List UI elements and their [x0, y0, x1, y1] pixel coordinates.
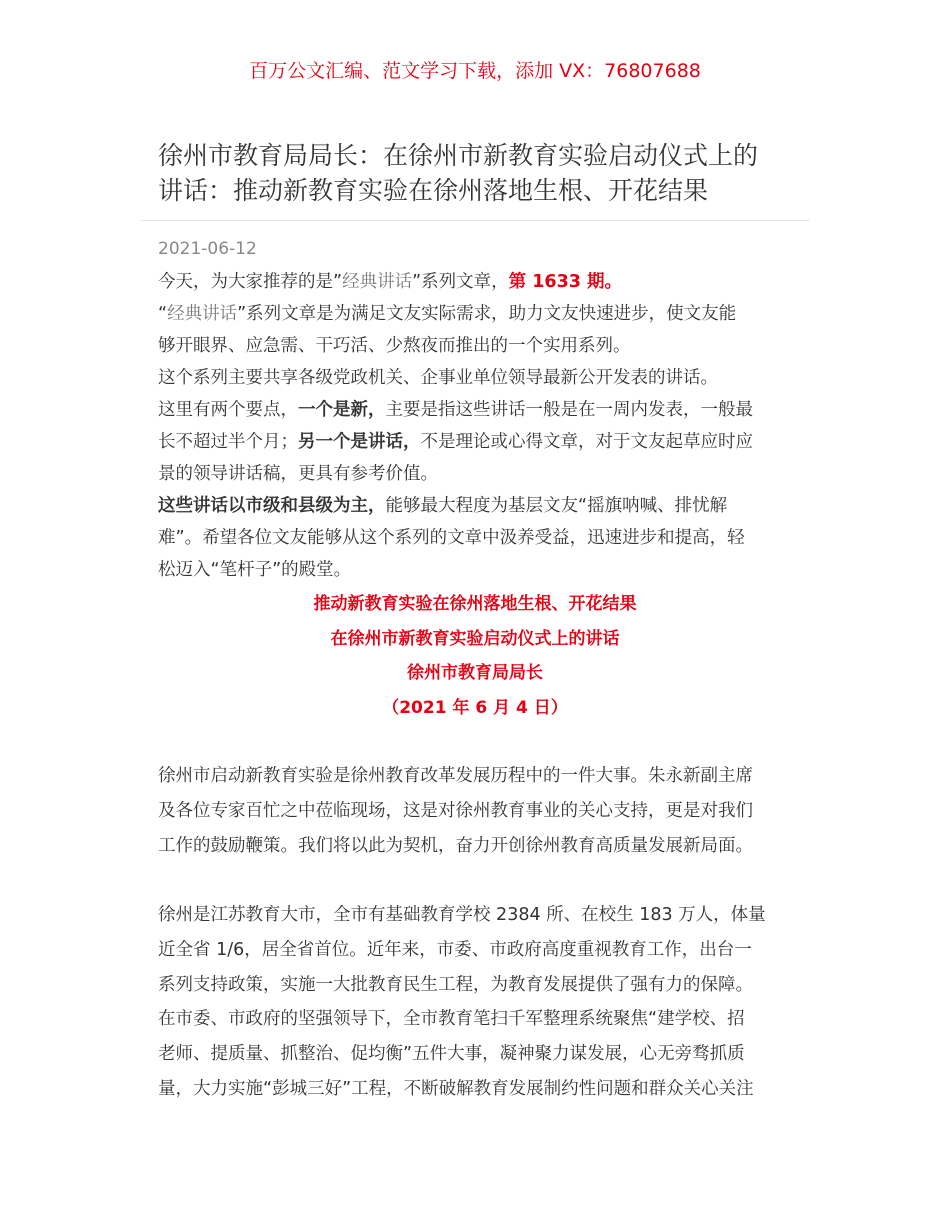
intro-line [158, 364, 798, 389]
intro-line [158, 428, 798, 453]
speech-heading: 在徐州市新教育实验启动仪式上的讲话 [330, 629, 620, 649]
title-line: 讲话：推动新教育实验在徐州落地生根、开花结果 [158, 176, 709, 205]
speech-heading: （2021 年 6 月 4 日） [382, 698, 568, 718]
text-segment: 景的领导讲话稿，更具有参考价值。 [158, 464, 438, 484]
watermark-banner: 百万公文汇编、范文学习下载，添加 VX：76807688 [249, 60, 701, 82]
body-line: 徐州市启动新教育实验是徐州教育改革发展历程中的一件大事。朱永新副主席 [158, 766, 753, 786]
body-line: 老师、提质量、抓整治、促均衡”五件大事，凝神聚力谋发展，心无旁骛抓质 [158, 1044, 745, 1065]
text-segment: 难”。希望各位文友能够从这个系列的文章中汲养受益，迅速进步和提高，轻 [158, 528, 745, 548]
intro-line [158, 524, 798, 549]
intro-line [158, 268, 798, 293]
text-segment: 经典讲话 [342, 272, 413, 292]
intro-line [158, 556, 798, 581]
text-segment: 另一个是讲话， [298, 432, 421, 452]
body-line: 及各位专家百忙之中莅临现场，这是对徐州教育事业的关心支持，更是对我们 [158, 801, 753, 821]
body-line: 在市委、市政府的坚强领导下，全市教育笔扫千军整理系统聚焦“建学校、招 [158, 1009, 745, 1030]
body-line: 工作的鼓励鞭策。我们将以此为契机，奋力开创徐州教育高质量发展新局面。 [158, 836, 753, 856]
intro-line [158, 460, 798, 485]
intro-line [158, 332, 798, 357]
text-segment: 经典讲话 [167, 304, 238, 324]
body-line: 系列支持政策，实施一大批教育民生工程，为教育发展提供了强有力的保障。 [158, 974, 753, 995]
text-segment: 松迈入“笔杆子”的殿堂。 [158, 560, 352, 580]
intro-line [158, 396, 798, 421]
text-segment: 主要是指这些讲话一般是在一周内发表，一般最 [385, 400, 753, 420]
speech-heading: 徐州市教育局局长 [407, 663, 543, 683]
body-line: 量，大力实施“彭城三好”工程，不断破解教育发展制约性问题和群众关心关注 [158, 1079, 754, 1099]
text-segment: 这个系列主要共享各级党政机关、企事业单位领导最新公开发表的讲话。 [158, 368, 718, 388]
text-segment: 能够最大程度为基层文友“摇旗呐喊、排忧解 [385, 496, 728, 516]
text-segment: 这里有两个要点， [158, 400, 298, 420]
title-line: 徐州市教育局局长：在徐州市新教育实验启动仪式上的 [158, 141, 759, 170]
publish-date: 2021-06-12 [158, 239, 257, 259]
text-segment: 一个是新， [298, 400, 386, 420]
speech-heading: 推动新教育实验在徐州落地生根、开花结果 [313, 594, 637, 614]
text-segment: 今天，为大家推荐的是” [158, 272, 343, 292]
text-segment: 不是理论或心得文章，对于文友起草应时应 [420, 432, 753, 452]
body-line: 徐州是江苏教育大市，全市有基础教育学校 2384 所、在校生 183 万人，体量 [158, 905, 766, 925]
body-line: 近全省 1/6，居全省首位。近年来，市委、市政府高度重视教育工作，出台一 [158, 939, 752, 960]
text-segment: ”系列文章是为满足文友实际需求，助力文友快速进步，使文友能 [237, 304, 737, 324]
intro-line [158, 300, 798, 325]
intro-line [158, 492, 798, 517]
text-segment: ”系列文章， [412, 272, 509, 292]
text-segment: “ [158, 304, 168, 324]
text-segment: 第 1633 期。 [508, 272, 623, 292]
text-segment: 长不超过半个月； [158, 432, 298, 452]
text-segment: 够开眼界、应急需、干巧活、少熬夜而推出的一个实用系列。 [158, 336, 631, 356]
article-title [158, 138, 798, 208]
text-segment: 这些讲话以市级和县级为主， [158, 496, 386, 516]
divider [140, 220, 810, 221]
